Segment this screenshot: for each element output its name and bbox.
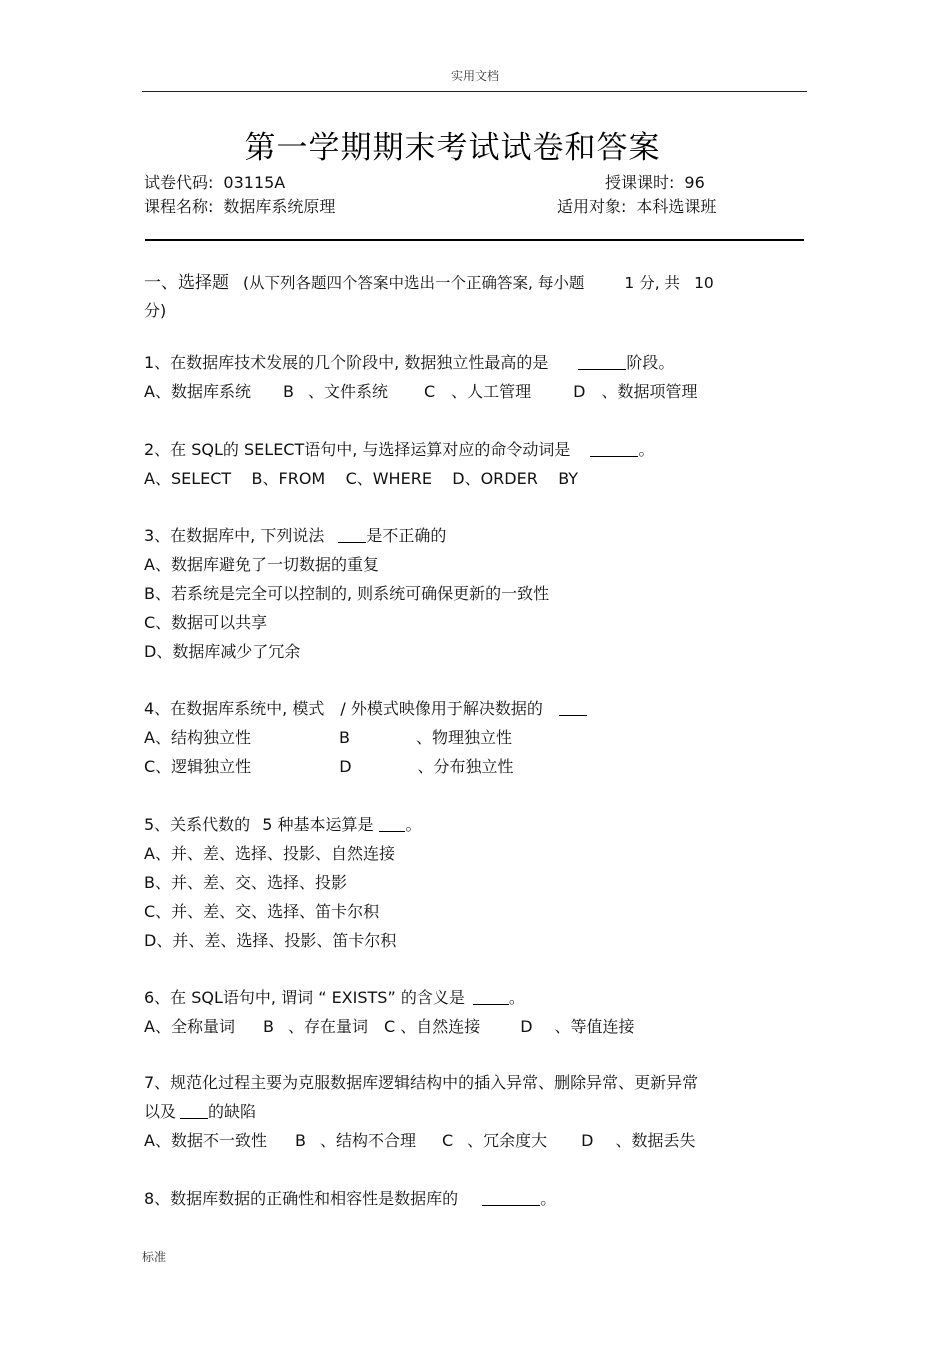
q4-option-d: 、分布独立性 [417, 757, 514, 776]
q3-option-d: D、数据库减少了冗余 [144, 642, 301, 661]
question-6-stem [144, 985, 525, 1008]
q7-option-b-letter: B [294, 1131, 306, 1150]
class-hours-label: 授课课时: [605, 173, 675, 192]
class-hours-value: 96 [684, 173, 705, 192]
question-8-stem [144, 1186, 556, 1209]
q1-option-d: 、数据项管理 [601, 382, 698, 401]
q3-stem-b: 是不正确的 [366, 526, 447, 545]
q7-option-b: 、结构不合理 [319, 1131, 416, 1150]
question-4-options-row1 [144, 725, 512, 748]
q7-stem-b: 的缺陷 [208, 1102, 257, 1121]
section-note-a: (从下列各题四个答案中选出一个正确答案, 每小题 [243, 274, 585, 292]
q7-option-c-letter: C [441, 1131, 454, 1150]
question-1-options [144, 379, 697, 402]
question-6-options [144, 1014, 635, 1037]
answer-blank [559, 699, 587, 716]
q4-option-c: C、逻辑独立性 [144, 757, 252, 776]
audience [557, 194, 716, 217]
q1-option-d-letter: D [573, 382, 586, 401]
q5-option-a: A、并、差、选择、投影、自然连接 [144, 844, 395, 863]
q1-option-c: 、人工管理 [451, 382, 532, 401]
q1-option-c-letter: C [423, 382, 436, 401]
section-note-d: 分) [144, 301, 167, 320]
q2-stem-a: 2、在 SQL的 SELECT语句中, 与选择运算对应的命令动词是 [144, 440, 571, 459]
answer-blank [338, 526, 366, 543]
q1-option-b: 、文件系统 [307, 382, 388, 401]
q7-option-c: 、冗余度大 [467, 1131, 548, 1150]
q1-option-a: A、数据库系统 [144, 382, 251, 401]
page-header: 实用文档 [450, 69, 499, 83]
exam-code-value: 03115A [223, 173, 286, 192]
header-divider [142, 91, 807, 92]
q5-stem-c: 。 [405, 815, 422, 834]
q7-option-d-letter: D [581, 1131, 594, 1150]
q5-stem-b: 5 种基本运算是 [262, 815, 374, 834]
section-divider [145, 239, 804, 241]
page-title: 第一学期期末考试试卷和答案 [244, 130, 661, 166]
q4-option-a: A、结构独立性 [144, 728, 251, 747]
question-1-stem [144, 350, 674, 373]
q5-option-c: C、并、差、交、选择、笛卡尔积 [144, 902, 380, 921]
q8-stem-b: 。 [540, 1189, 557, 1208]
page-footer: 标准 [142, 1250, 167, 1264]
question-7-stem-line2 [144, 1099, 256, 1122]
q4-stem-b: / 外模式映像用于解决数据的 [340, 699, 543, 718]
section-note-b: 1 分, 共 [624, 274, 681, 292]
question-7-stem-line1: 7、规范化过程主要为克服数据库逻辑结构中的插入异常、删除异常、更新异常 [144, 1073, 699, 1092]
course-name-label: 课程名称: [144, 197, 214, 216]
q5-option-b: B、并、差、交、选择、投影 [144, 873, 347, 892]
q7-option-d: 、数据丢失 [615, 1131, 696, 1150]
q6-stem-a: 6、在 SQL语句中, 谓词 “ EXISTS” 的含义是 [144, 988, 465, 1007]
q6-option-d-letter: D [520, 1017, 533, 1036]
exam-code-label: 试卷代码: [144, 173, 214, 192]
audience-value: 本科选课班 [636, 197, 717, 216]
question-2-options: A、SELECT B、FROM C、WHERE D、ORDER BY [144, 469, 579, 488]
section-heading-title: 一、选择题 [144, 273, 229, 293]
q4-stem-a: 4、在数据库系统中, 模式 [144, 699, 325, 718]
question-5-stem [144, 812, 421, 835]
q1-option-b-letter: B [282, 382, 294, 401]
exam-code [144, 170, 285, 193]
q3-stem-a: 3、在数据库中, 下列说法 [144, 526, 325, 545]
q6-option-b-letter: B [262, 1017, 274, 1036]
q3-option-a: A、数据库避免了一切数据的重复 [144, 555, 379, 574]
question-3-stem [144, 523, 446, 546]
q4-option-b: 、物理独立性 [415, 728, 512, 747]
q6-option-d: 、等值连接 [554, 1017, 635, 1036]
class-hours [605, 170, 705, 193]
answer-blank [379, 815, 405, 832]
course-name-value: 数据库系统原理 [223, 197, 336, 216]
q6-option-c: C 、自然连接 [383, 1017, 481, 1036]
q1-stem-b: 阶段。 [626, 353, 675, 372]
q6-option-b: 、存在量词 [287, 1017, 368, 1036]
question-7-options [144, 1128, 695, 1151]
answer-blank [482, 1189, 540, 1206]
q5-option-d: D、并、差、选择、投影、笛卡尔积 [144, 931, 397, 950]
q2-stem-b: 。 [638, 440, 655, 459]
answer-blank [590, 440, 638, 457]
q5-stem-a: 5、关系代数的 [144, 815, 251, 834]
q4-option-d-letter: D [339, 757, 352, 776]
answer-blank [473, 988, 509, 1005]
q7-stem-a: 以及 [144, 1102, 177, 1121]
q7-option-a: A、数据不一致性 [144, 1131, 267, 1150]
q4-option-b-letter: B [338, 728, 350, 747]
q3-option-b: B、若系统是完全可以控制的, 则系统可确保更新的一致性 [144, 584, 550, 603]
answer-blank [180, 1102, 208, 1119]
question-2-stem [144, 437, 654, 460]
answer-blank [578, 353, 626, 370]
q1-stem-a: 1、在数据库技术发展的几个阶段中, 数据独立性最高的是 [144, 353, 549, 372]
course-name [144, 194, 335, 217]
q6-option-a: A、全称量词 [144, 1017, 235, 1036]
section-note-c: 10 [694, 274, 714, 292]
q3-option-c: C、数据可以共享 [144, 613, 268, 632]
question-4-options-row2 [144, 754, 514, 777]
q8-stem-a: 8、数据库数据的正确性和相容性是数据库的 [144, 1189, 459, 1208]
section-heading [144, 268, 714, 293]
q6-stem-b: 。 [508, 988, 525, 1007]
question-4-stem [144, 696, 587, 719]
audience-label: 适用对象: [557, 197, 627, 216]
